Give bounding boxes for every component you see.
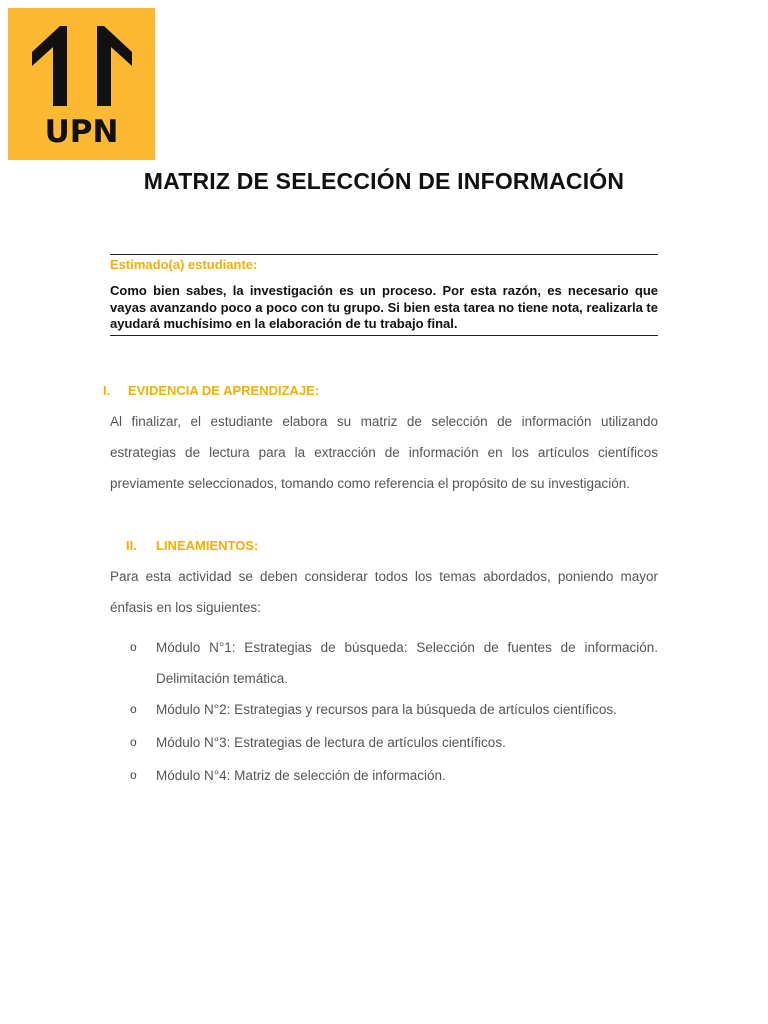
- list-item-text: Módulo N°4: Matriz de selección de información.: [156, 768, 446, 783]
- section-title: EVIDENCIA DE APRENDIZAJE:: [128, 383, 320, 398]
- student-notice-box: [110, 254, 658, 336]
- list-item-text: Módulo N°2: Estrategias y recursos para la búsqueda de artículos científicos.: [156, 702, 617, 717]
- bullet-icon: o: [130, 735, 137, 749]
- notice-label: Estimado(a) estudiante:: [110, 257, 258, 272]
- section-number: II.: [126, 538, 137, 553]
- list-item-text: Módulo N°1: Estrategias de búsqueda: Selección de fuentes de información. Delimitación temática.: [156, 640, 658, 686]
- upn-logo: [8, 8, 155, 160]
- upn-arrows-icon: [32, 22, 138, 106]
- section-lineamientos-text: Para esta actividad se deben considerar todos los temas abordados, poniendo mayor énfasis en los siguientes:: [110, 569, 658, 615]
- notice-text: Como bien sabes, la investigación es un proceso. Por esta razón, es necesario que vayas avanzando poco a poco con tu grupo. Si bien esta tarea no tiene nota, realizarla te ayudará muchísimo en la elaboración de tu trabajo final.: [110, 283, 658, 331]
- section-heading-evidencia: [103, 383, 319, 398]
- list-item: [130, 727, 658, 758]
- page-title: MATRIZ DE SELECCIÓN DE INFORMACIÓN: [143, 168, 625, 194]
- section-evidencia-text: Al finalizar, el estudiante elabora su matriz de selección de información utilizando estrategias de lectura para la extracción de información en los artículos científicos previamente seleccionados, tomando como referencia el propósito de su investigación.: [110, 414, 658, 491]
- section-title: LINEAMIENTOS:: [156, 538, 259, 553]
- list-item: [130, 694, 658, 725]
- logo-text: UPN: [44, 114, 119, 150]
- bullet-icon: o: [130, 702, 137, 716]
- section-number: I.: [103, 383, 111, 398]
- section-heading-lineamientos: [126, 538, 258, 553]
- bullet-icon: o: [130, 768, 137, 782]
- list-item: [130, 760, 658, 791]
- list-item-text: Módulo N°3: Estrategias de lectura de artículos científicos.: [156, 735, 506, 750]
- list-item: [130, 632, 658, 694]
- bullet-icon: o: [130, 640, 137, 654]
